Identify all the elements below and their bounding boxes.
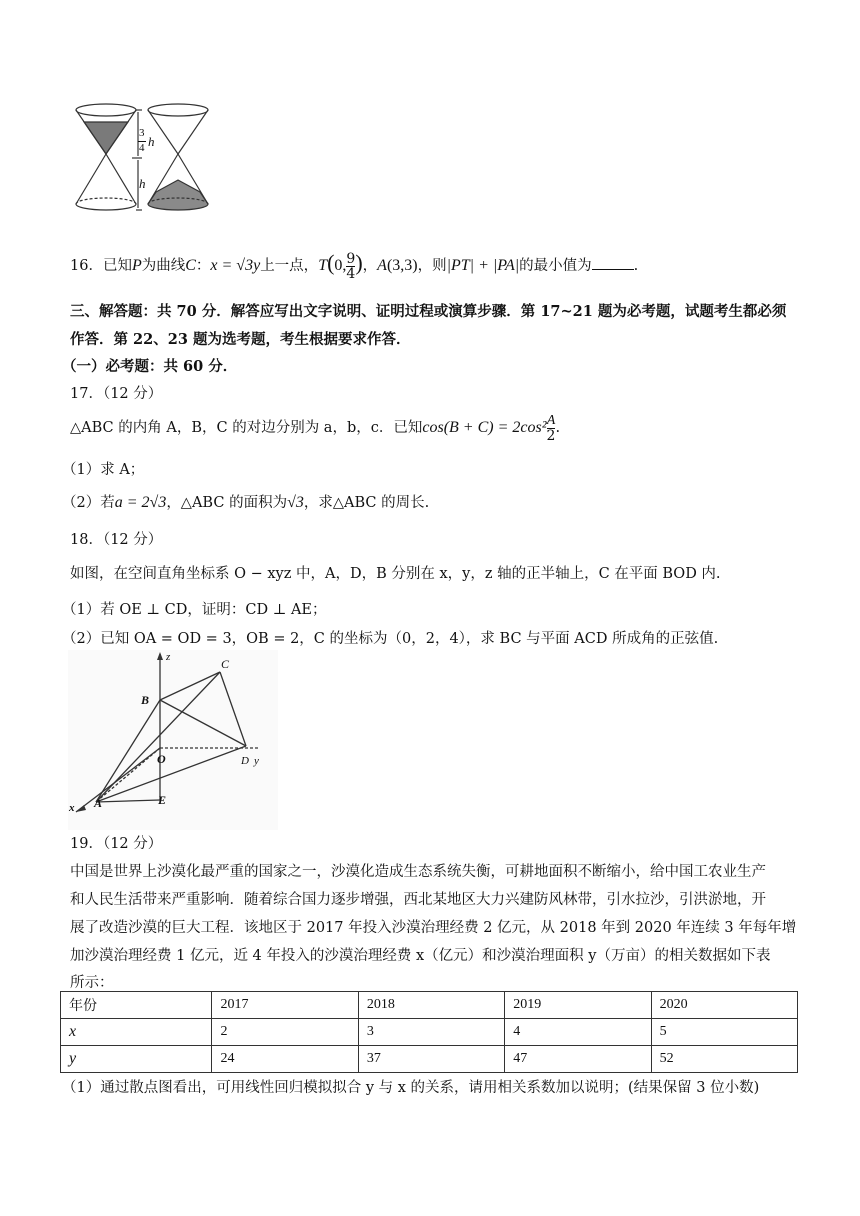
data-table — [60, 991, 798, 1073]
question-19-para2: 和人民生活带来严重影响．随着综合国力逐步增强，西北某地区大力兴建防风林带，引水拉沙，引洪淤地，开 — [70, 892, 766, 908]
table-cell: 2020 — [651, 992, 797, 1019]
question-19-para4: 加沙漠治理经费 1 亿元，近 4 年投入的沙漠治理经费 x（亿元）和沙漠治理面积 y（万亩）的相关数据如下表 — [70, 948, 771, 964]
table-cell: 2019 — [505, 992, 651, 1019]
fig18-label-a: A — [94, 796, 103, 810]
table-cell: y — [61, 1046, 212, 1073]
question-19-head: 19．（12 分） — [70, 836, 163, 852]
table-cell: 2017 — [212, 992, 358, 1019]
question-18-part1: （1）若 OE ⊥ CD，证明：CD ⊥ AE； — [62, 602, 327, 618]
table-cell: 年份 — [61, 992, 212, 1019]
fig-label-four: 4 — [139, 142, 145, 154]
question-17-part1: （1）求 A； — [62, 462, 145, 478]
fig18-label-o: O — [157, 752, 166, 766]
table-cell: 47 — [505, 1046, 651, 1073]
table-cell: 24 — [212, 1046, 358, 1073]
section3-line2: 作答．第 22、23 题为选考题，考生根据要求作答． — [70, 331, 411, 348]
table-cell: 2018 — [358, 992, 504, 1019]
fig-label-3: 3 — [139, 127, 145, 139]
fig18-label-b: B — [141, 693, 150, 707]
section3-line1: 三、解答题：共 70 分．解答应写出文字说明、证明过程或演算步骤．第 17~21 题为必考题，试题考生都必须 — [70, 303, 787, 320]
question-18-head: 18．（12 分） — [70, 532, 163, 548]
fig18-label-x: x — [69, 802, 75, 814]
fig18-label-d: D — [241, 755, 249, 767]
question-19-para5: 所示： — [70, 975, 114, 991]
hourglass-figure — [70, 100, 220, 222]
question-19-para3: 展了改造沙漠的巨大工程．该地区于 2017 年投入沙漠治理经费 2 亿元，从 2018 年到 2020 年连续 3 年每年增 — [70, 920, 797, 936]
table-row — [61, 992, 798, 1019]
table-cell: 52 — [651, 1046, 797, 1073]
fraction-a-2: $\frac{A}{2}$ — [546, 412, 556, 444]
table-cell: 2 — [212, 1019, 358, 1046]
question-16: 16．已知P为曲线C：x = √3y上一点，T(0, $\frac{9}{4}$ )，A(3,3)，则|PT| + |PA|的最小值为 . — [70, 250, 639, 282]
fig18-label-y: y — [254, 755, 259, 767]
question-17-part2: （2）若a = 2√3，△ABC 的面积为√3，求△ABC 的周长. — [62, 494, 430, 511]
table-row — [61, 1019, 798, 1046]
table-cell: x — [61, 1019, 212, 1046]
fig-label-three — [139, 128, 145, 139]
fig-label-h2: h — [139, 176, 146, 191]
section3-line3: （一）必考题：共 60 分． — [62, 358, 238, 375]
question-17-head: 17．（12 分） — [70, 386, 163, 402]
table-cell: 3 — [358, 1019, 504, 1046]
fig18-label-e: E — [158, 793, 167, 807]
table-cell: 5 — [651, 1019, 797, 1046]
answer-blank — [592, 269, 634, 270]
question-18-stem: 如图，在空间直角坐标系 O − xyz 中，A，D，B 分别在 x，y，z 轴的正半轴上，C 在平面 BOD 内. — [70, 566, 721, 582]
question-17-stem: △ABC 的内角 A，B，C 的对边分别为 a，b，c．已知cos(B + C) = 2cos² $\frac{A}{2}$ . — [70, 412, 561, 444]
fig18-label-z: z — [166, 651, 171, 663]
table-row — [61, 1046, 798, 1073]
table-cell: 4 — [505, 1019, 651, 1046]
table-cell: 37 — [358, 1046, 504, 1073]
fig-label-h1: h — [148, 134, 155, 149]
fig18-label-c: C — [221, 657, 230, 671]
fraction-9-4: $\frac{9}{4}$ — [346, 250, 356, 282]
question-18-part2: （2）已知 OA = OD = 3，OB = 2，C 的坐标为（0，2，4），求 BC 与平面 ACD 所成角的正弦值. — [62, 631, 719, 647]
question-19-part1: （1）通过散点图看出，可用线性回归模拟拟合 y 与 x 的关系，请用相关系数加以说明；(结果保留 3 位小数) — [62, 1080, 760, 1096]
question-19-para1: 中国是世界上沙漠化最严重的国家之一，沙漠化造成生态系统失衡，可耕地面积不断缩小，给中国工农业生产 — [70, 864, 766, 880]
